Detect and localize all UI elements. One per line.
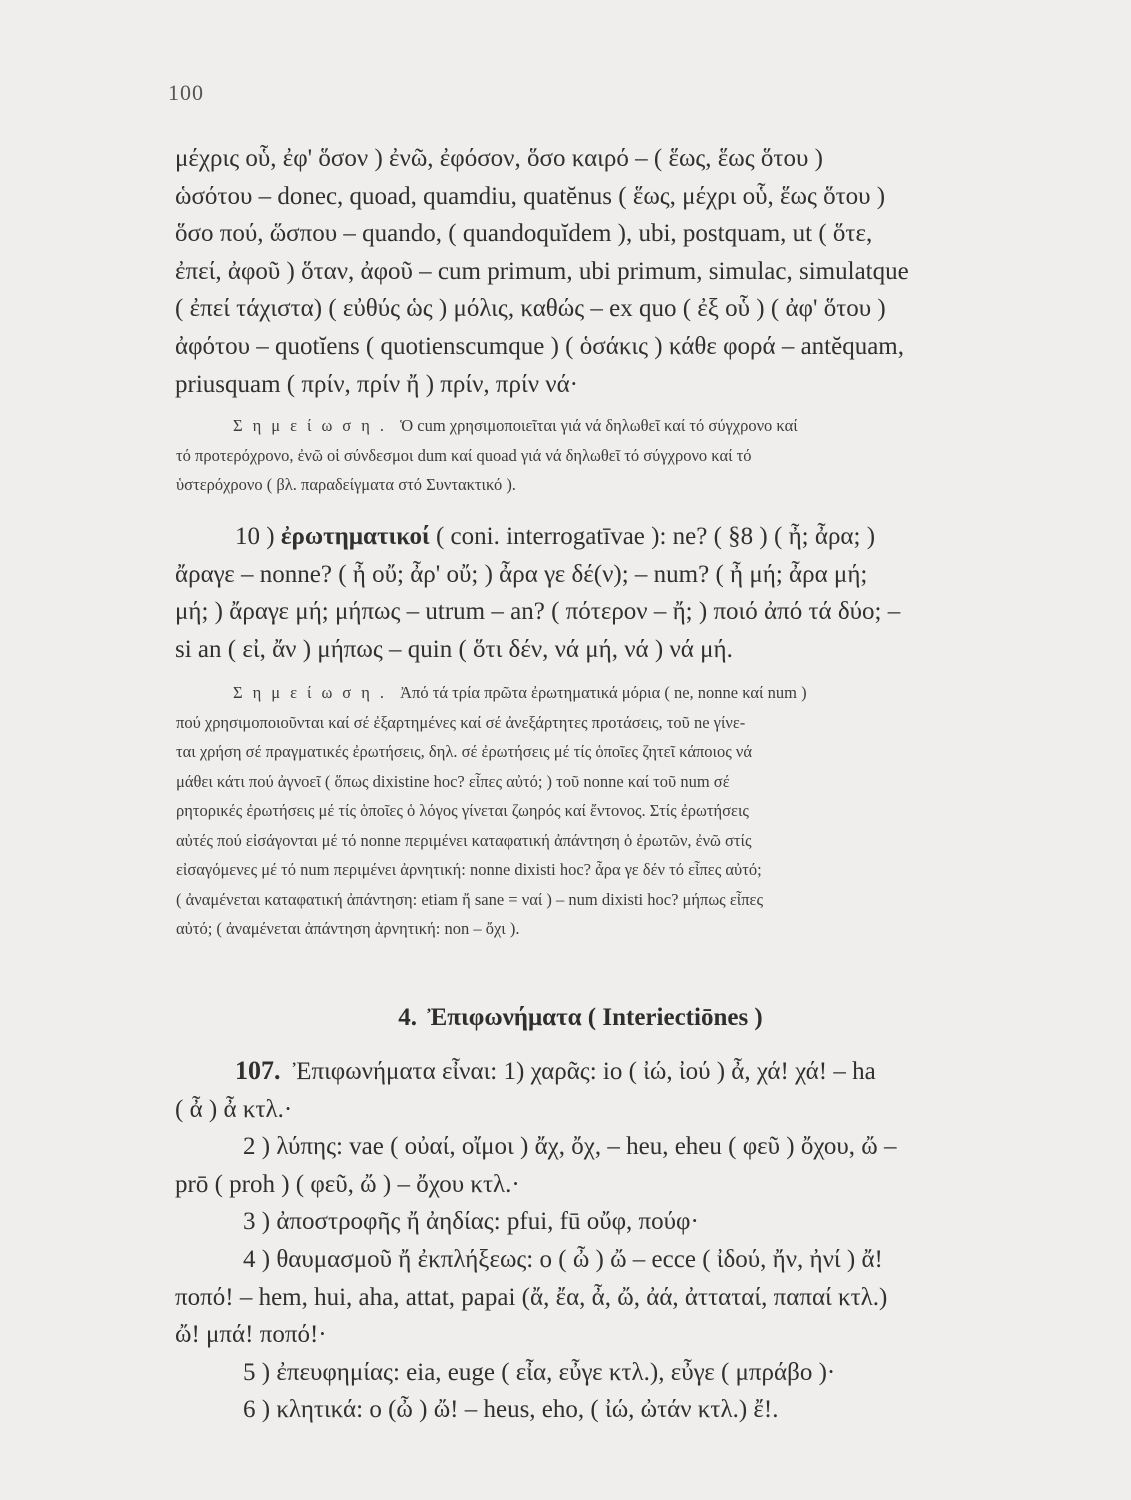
text-line: 4 ) θαυμασμοῦ ἤ ἐκπλήξεως: o ( ὦ ) ὤ – ecce ( ἰδού, ἤν, ἠνί ) ἄ! xyxy=(243,1245,883,1273)
text-line: ρητορικές ἐρωτήσεις μέ τίς ὁποῖες ὁ λόγος γίνεται ζωηρός καί ἔντονος. Στίς ἐρωτήσεις xyxy=(176,801,749,820)
section-paragraph-number: 107. xyxy=(235,1056,281,1085)
note-block-2 xyxy=(176,678,1063,944)
text-line: 5 ) ἐπευφημίας: eia, euge ( εἶα, εὖγε κτλ.), εὖγε ( μπράβο )· xyxy=(243,1358,836,1386)
text-line: μή; ) ἄραγε μή; μήπως – utrum – an? ( πότερον – ἤ; ) ποιό ἀπό τά δύο; – xyxy=(175,598,901,626)
text-line: ὑστερόχρονο ( βλ. παραδείγματα στό Συντακτικό ). xyxy=(176,475,516,494)
text-line: Ἐπιφωνήματα εἶναι: 1) χαρᾶς: io ( ἰώ, ἰού ) ἆ, χά! χά! – ha xyxy=(292,1058,876,1085)
text-line: τό προτερόχρονο, ἐνῶ οἱ σύνδεσμοι dum καί quoad γιά νά δηλωθεῖ τό σύγχρονο καί τό xyxy=(176,445,752,465)
text-line: ( ἐπεί τάχιστα) ( εὐθύς ὡς ) μόλις, καθώς – ex quo ( ἐξ οὗ ) ( ἀφ' ὅτου ) xyxy=(175,295,886,323)
text-line: 2 ) λύπης: vae ( οὐαί, οἴμοι ) ἄχ, ὄχ, – heu, eheu ( φεῦ ) ὄχου, ὤ – xyxy=(243,1133,897,1161)
text-line: εἰσαγόμενες μέ τό num περιμένει ἀρνητική: nonne dixisti hoc? ἆρα γε δέν τό εἶπες αὐτό; xyxy=(176,860,762,879)
text-line: ὅσο πού, ὥσπου – quando, ( quandoquĭdem ), ubi, postquam, ut ( ὅτε, xyxy=(175,220,873,248)
text-line: 3 ) ἀποστροφῆς ἤ ἀηδίας: pfui, fū οὔφ, πούφ· xyxy=(243,1208,699,1236)
section-title: Ἐπιφωνήματα ( Interiectiōnes ) xyxy=(427,1004,763,1031)
note-label: Σημείωση. xyxy=(233,683,394,702)
note-block-1 xyxy=(176,411,1063,500)
text-line: ὡσότου – donec, quoad, quamdiu, quatĕnus ( ἕως, μέχρι οὗ, ἕως ὅτου ) xyxy=(175,182,886,210)
text-line: priusquam ( πρίν, πρίν ἤ ) πρίν, πρίν νά· xyxy=(175,370,579,398)
text-line: μέχρις οὗ, ἐφ' ὅσον ) ἐνῶ, ἐφόσον, ὅσο καιρό – ( ἕως, ἕως ὅτου ) xyxy=(175,145,823,172)
text-line: ὤ! μπά! ποπό!· xyxy=(175,1321,327,1349)
text-line: Ὁ cum χρησιμοποιεῖται γιά νά δηλωθεῖ καί τό σύγχρονο καί xyxy=(400,416,798,435)
text-line: ποπό! – hem, hui, aha, attat, papai (ἄ, ἔα, ἆ, ὤ, ἀά, ἀτταταί, παπαί κτλ.) xyxy=(175,1283,888,1311)
term-heading: ἐρωτηματικοί xyxy=(280,523,430,550)
text-line: prō ( proh ) ( φεῦ, ὤ ) – ὄχου κτλ.· xyxy=(175,1170,520,1198)
text-line: ται χρήση σέ πραγματικές ἐρωτήσεις, δηλ. σέ ἐρωτήσεις μέ τίς ὁποῖες ζητεῖ κάποιος νά xyxy=(176,742,752,761)
page-number: 100 xyxy=(168,80,204,105)
text-line: ( ἀναμένεται καταφατική ἀπάντηση: etiam ἤ sane = ναί ) – num dixisti hoc? μήπως εἶπες xyxy=(176,889,764,909)
section-heading xyxy=(0,1004,1131,1032)
paragraph-interjections xyxy=(175,1052,1055,1429)
text-line: μάθει κάτι πού ἀγνοεῖ ( ὅπως dixistine hoc? εἶπες αὐτό; ) τοῦ nonne καί τοῦ num σέ xyxy=(176,771,730,791)
text-line: ( coni. interrogatīvae ): ne? ( §8 ) ( ἦ; ἆρα; ) xyxy=(435,523,876,550)
paragraph-interrogative xyxy=(175,518,1055,668)
note-label: Σημείωση. xyxy=(233,416,394,435)
text-line: ( ἆ ) ἆ κτλ.· xyxy=(175,1095,293,1123)
text-line: ἀφότου – quotĭens ( quotienscumque ) ( ὁσάκις ) κάθε φορά – antĕquam, xyxy=(175,332,905,360)
section-number: 4. xyxy=(398,1004,417,1031)
item-number: 10 ) xyxy=(235,523,275,550)
text-line: ἐπεί, ἀφοῦ ) ὅταν, ἀφοῦ – cum primum, ubi primum, simulac, simulatque xyxy=(175,257,909,285)
text-line: si an ( εἰ, ἄν ) μήπως – quin ( ὅτι δέν, νά μή, νά ) νά μή. xyxy=(175,635,733,663)
text-line: Ἀπό τά τρία πρῶτα ἐρωτηματικά μόρια ( ne, nonne καί num ) xyxy=(400,683,807,702)
paragraph-conjunctions-temporal xyxy=(175,140,1055,403)
text-line: ἄραγε – nonne? ( ἦ οὔ; ἆρ' οὔ; ) ἆρα γε δέ(ν); – num? ( ἦ μή; ἆρα μή; xyxy=(175,560,868,588)
text-line: αὐτό; ( ἀναμένεται ἀπάντηση ἀρνητική: non – ὄχι ). xyxy=(176,919,520,938)
text-line: αὐτές πού εἰσάγονται μέ τό nonne περιμένει καταφατική ἀπάντηση ὁ ἐρωτῶν, ἐνῶ στίς xyxy=(176,830,752,850)
text-line: πού χρησιμοποιοῦνται καί σέ ἐξαρτημένες καί σέ ἀνεξάρτητες προτάσεις, τοῦ ne γίνε- xyxy=(176,712,746,732)
text-line: 6 ) κλητικά: o (ὦ ) ὤ! – heus, eho, ( ἰώ, ὠτάν κτλ.) ἔ!. xyxy=(243,1396,779,1424)
